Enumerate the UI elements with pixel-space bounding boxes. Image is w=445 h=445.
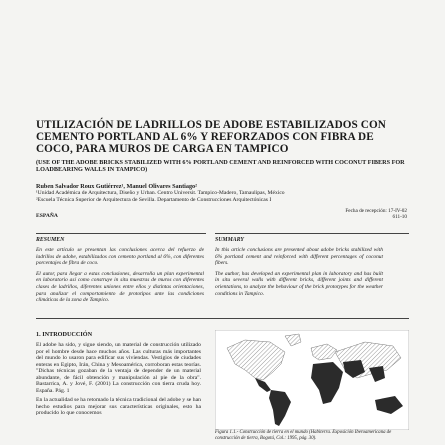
figure-caption: Figura 1.1.- Construcción de tierra en el mundo (Habiterra. Exposición Iberoamericana de construcción de tierra, Bogotá, Col.: 1995, pág. 30). [215,430,392,441]
affiliation-2: ²Escuela Técnica Superior de Arquitectura de Sevilla. Departamento de Construcciones Arquitectónicas I [36,196,272,203]
intro-body [36,342,201,420]
intro-paragraph: El adobe ha sido, y sigue siendo, un material de construcción utilizado por el hombre desde hace muchos años. Las culturas más importantes del mundo lo usaron para edificar sus viviendas. Vestigios de ciudades enteras en Egipto, Irán, China y Mesoamérica, corroboran estas teorías. "Dichas técnicas gozaban de la ventaja de depender de un material abundante, de fácil obtención y manipulación al pie de la obra". Bastarrica, A. y Jové, F. (2001) La construcción con tierra cruda hoy. España. Pág. 1 [36,342,201,394]
authors-line: Ruben Salvador Roux Gutiérrez¹, Manuel Olivares Santiago² [36,183,197,190]
resumen-heading: RESUMEN [36,237,65,243]
summary-paragraph: The author, has developed an experimental plan in laboratory and has built in situ several walls with different bricks, different joints and different orientations, to analyze the behaviour of the brick prototypes for the weather conditions in Tampico. [215,270,383,297]
summary-body [215,247,383,301]
country-label: ESPAÑA [36,213,58,219]
rule-section [36,318,409,319]
world-map-figure [215,330,409,430]
resumen-body [36,247,204,308]
summary-paragraph: In this article conclusions are presented about adobe bricks stabilized with 6% portland cement and reinforced with different percentages of coconut fibers. [215,247,383,267]
reception-code: 611-10 [392,214,407,221]
summary-heading: SUMMARY [215,237,244,243]
intro-paragraph: En la actualidad se ha retomado la técnica tradicional del adobe y se han hecho estudios para mejorar sus características originales, esto ha producido lo que conocemos [36,397,201,416]
affiliations [36,190,408,204]
paper-subtitle-english: (USE OF THE ADOBE BRICKS STABILIZED WITH 6% PORTLAND CEMENT AND REINFORCED WITH COCONUT FIBERS FOR LOADBEARING WALLS IN TAMPICO) [36,159,405,174]
reception-info [345,208,407,221]
paper-title: UTILIZACIÓN DE LADRILLOS DE ADOBE ESTABILIZADOS CON CEMENTO PORTLAND AL 6% Y REFORZADOS CON FIBRA DE COCO, PARA MUROS DE CARGA EN TAMPICO [36,119,386,156]
resumen-paragraph: El autor, para llegar a estas conclusiones, desarrolla un plan experimental en laboratorio así como construye in situ muestras de muros con diferentes clases de ladrillos, diferentes uniones entre ellos y distintas orientaciones, para analizar el comportamiento de prototipos ante las condiciones climáticas de la zona de Tampico. [36,270,204,304]
reception-date: Fecha de recepción: 17-IV-02 [345,208,407,214]
rule-resumen [36,233,206,234]
resumen-paragraph: En este artículo se presentan las conclusiones acerca del refuerzo de ladrillos de adobe, estabilizados con cemento portland al 6%, con diferentes porcentajes de fibra de coco. [36,247,204,267]
rule-summary [215,233,409,234]
affiliation-1: ¹Unidad Académica de Arquitectura, Diseño y Urban. Centro Universit. Tampico-Madero, Tamaulipas, México [36,190,285,196]
section-heading-introduccion: 1. INTRODUCCIÓN [36,331,93,338]
